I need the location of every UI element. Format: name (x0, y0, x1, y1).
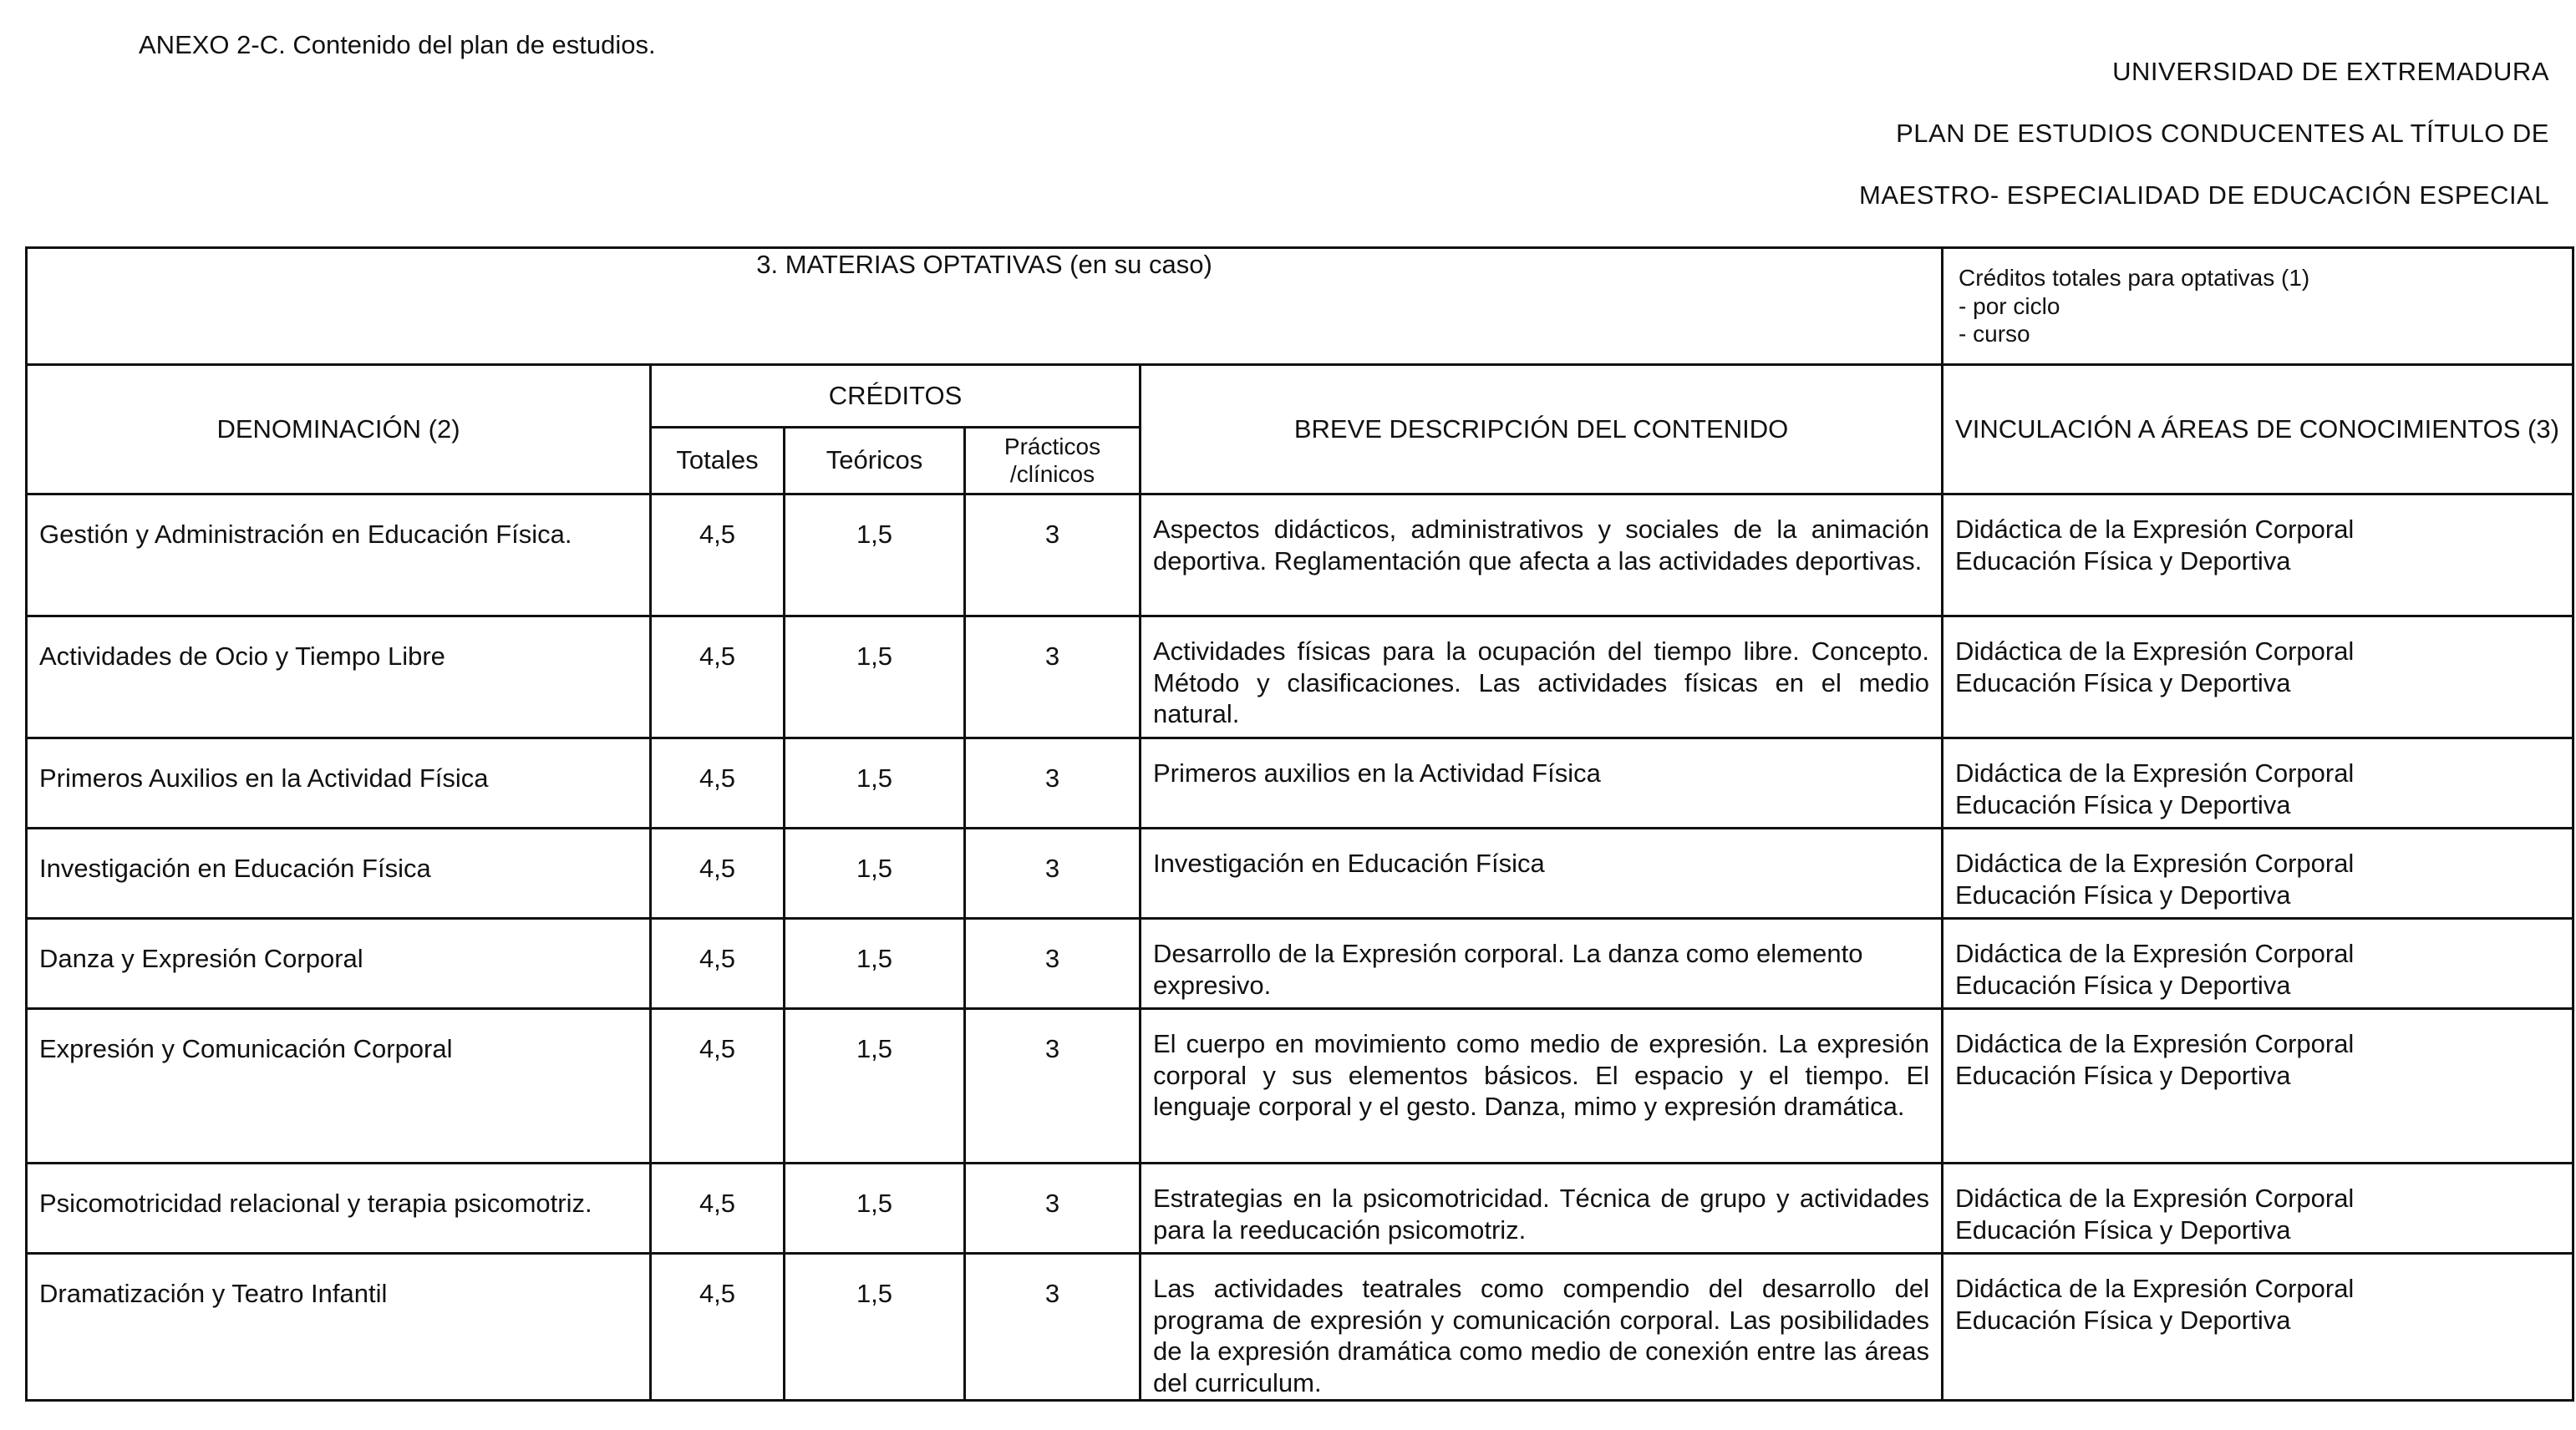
knowledge-area: Educación Física y Deportiva (1955, 667, 2291, 697)
knowledge-area: Didáctica de la Expresión Corporal (1955, 1028, 2355, 1058)
knowledge-areas (1943, 616, 2573, 738)
table-row (27, 738, 2573, 828)
subject-description: Aspectos didácticos, administrativos y sociales de la animación deportiva. Reglamentación que afecta a las actividades deportivas. (1141, 494, 1943, 616)
institution-line-plan: PLAN DE ESTUDIOS CONDUCENTES AL TÍTULO DE (1896, 119, 2549, 148)
credits-practicos: 3 (965, 1008, 1141, 1163)
credits-teoricos: 1,5 (785, 1008, 965, 1163)
knowledge-area: Didáctica de la Expresión Corporal (1955, 636, 2355, 666)
subject-description: Desarrollo de la Expresión corporal. La danza como elemento expresivo. (1141, 918, 1943, 1008)
credits-totales: 4,5 (651, 1008, 785, 1163)
knowledge-area: Educación Física y Deportiva (1955, 880, 2291, 910)
credits-practicos: 3 (965, 918, 1141, 1008)
subject-name: Dramatización y Teatro Infantil (27, 1253, 651, 1400)
knowledge-areas (1943, 494, 2573, 616)
knowledge-area: Didáctica de la Expresión Corporal (1955, 1183, 2355, 1213)
credits-totales: 4,5 (651, 1253, 785, 1400)
knowledge-area: Didáctica de la Expresión Corporal (1955, 758, 2355, 788)
knowledge-areas (1943, 1008, 2573, 1163)
header-descripcion: BREVE DESCRIPCIÓN DEL CONTENIDO (1141, 364, 1943, 494)
credits-info-line: Créditos totales para optativas (1) (1959, 265, 2310, 291)
credits-teoricos: 1,5 (785, 828, 965, 918)
header-totales: Totales (651, 427, 785, 494)
credits-info-line: - curso (1959, 321, 2030, 347)
knowledge-area: Didáctica de la Expresión Corporal (1955, 514, 2355, 544)
optional-subjects-table (25, 246, 2574, 1402)
credits-teoricos: 1,5 (785, 1253, 965, 1400)
credits-totales: 4,5 (651, 918, 785, 1008)
table-row (27, 828, 2573, 918)
subject-name: Investigación en Educación Física (27, 828, 651, 918)
section-title-text: 3. MATERIAS OPTATIVAS (en su caso) (756, 250, 1212, 279)
subject-name: Actividades de Ocio y Tiempo Libre (27, 616, 651, 738)
credits-totales: 4,5 (651, 828, 785, 918)
knowledge-areas (1943, 828, 2573, 918)
credits-practicos: 3 (965, 1253, 1141, 1400)
credits-teoricos: 1,5 (785, 738, 965, 828)
knowledge-areas (1943, 918, 2573, 1008)
knowledge-areas (1943, 1253, 2573, 1400)
credits-practicos: 3 (965, 828, 1141, 918)
subject-description: Estrategias en la psicomotricidad. Técnica de grupo y actividades para la reeducación psicomotriz. (1141, 1163, 1943, 1253)
header-practicos-line: Prácticos (1003, 433, 1101, 459)
subject-name: Psicomotricidad relacional y terapia psicomotriz. (27, 1163, 651, 1253)
section-title (27, 248, 1943, 365)
subject-description: Actividades físicas para la ocupación del tiempo libre. Concepto. Método y clasificaciones. Las actividades físicas en el medio natural. (1141, 616, 1943, 738)
credits-info-line: - por ciclo (1959, 292, 2060, 319)
subject-name: Expresión y Comunicación Corporal (27, 1008, 651, 1163)
knowledge-area: Educación Física y Deportiva (1955, 970, 2291, 1000)
table-row (27, 918, 2573, 1008)
knowledge-area: Educación Física y Deportiva (1955, 1305, 2291, 1335)
table-row (27, 1008, 2573, 1163)
credits-totales: 4,5 (651, 738, 785, 828)
credits-info (1943, 248, 2573, 365)
header-vinculacion: VINCULACIÓN A ÁREAS DE CONOCIMIENTOS (3) (1943, 364, 2573, 494)
header-practicos-line: /clínicos (1009, 461, 1095, 488)
subject-name: Primeros Auxilios en la Actividad Física (27, 738, 651, 828)
knowledge-area: Didáctica de la Expresión Corporal (1955, 938, 2355, 968)
table-row (27, 494, 2573, 616)
section-header-row (27, 248, 2573, 365)
credits-practicos: 3 (965, 1163, 1141, 1253)
table-row (27, 1253, 2573, 1400)
credits-teoricos: 1,5 (785, 1163, 965, 1253)
credits-practicos: 3 (965, 616, 1141, 738)
subject-description: Primeros auxilios en la Actividad Física (1141, 738, 1943, 828)
knowledge-area: Educación Física y Deportiva (1955, 789, 2291, 819)
knowledge-area: Educación Física y Deportiva (1955, 1060, 2291, 1090)
subject-description: Investigación en Educación Física (1141, 828, 1943, 918)
subject-description: El cuerpo en movimiento como medio de expresión. La expresión corporal y sus elementos básicos. El espacio y el tiempo. El lenguaje corporal y el gesto. Danza, mimo y expresión dramática. (1141, 1008, 1943, 1163)
institution-line-degree: MAESTRO- ESPECIALIDAD DE EDUCACIÓN ESPECIAL (1859, 180, 2549, 210)
credits-teoricos: 1,5 (785, 918, 965, 1008)
header-creditos: CRÉDITOS (651, 364, 1141, 427)
header-denominacion: DENOMINACIÓN (2) (27, 364, 651, 494)
knowledge-area: Didáctica de la Expresión Corporal (1955, 1273, 2355, 1303)
credits-practicos: 3 (965, 738, 1141, 828)
column-header-row (27, 364, 2573, 427)
table-row (27, 616, 2573, 738)
annex-title: ANEXO 2-C. Contenido del plan de estudios. (139, 30, 656, 59)
knowledge-areas (1943, 1163, 2573, 1253)
credits-totales: 4,5 (651, 1163, 785, 1253)
credits-totales: 4,5 (651, 494, 785, 616)
header-practicos (965, 427, 1141, 494)
credits-teoricos: 1,5 (785, 616, 965, 738)
knowledge-area: Didáctica de la Expresión Corporal (1955, 848, 2355, 878)
knowledge-areas (1943, 738, 2573, 828)
knowledge-area: Educación Física y Deportiva (1955, 545, 2291, 576)
subject-description: Las actividades teatrales como compendio del desarrollo del programa de expresión y comunicación corporal. Las posibilidades de la expresión dramática como medio de conexión entre las áreas del curriculum. (1141, 1253, 1943, 1400)
credits-totales: 4,5 (651, 616, 785, 738)
credits-practicos: 3 (965, 494, 1141, 616)
knowledge-area: Educación Física y Deportiva (1955, 1214, 2291, 1245)
institution-line-university: UNIVERSIDAD DE EXTREMADURA (2112, 57, 2549, 86)
subject-name: Gestión y Administración en Educación Física. (27, 494, 651, 616)
subject-name: Danza y Expresión Corporal (27, 918, 651, 1008)
header-teoricos: Teóricos (785, 427, 965, 494)
credits-teoricos: 1,5 (785, 494, 965, 616)
table-row (27, 1163, 2573, 1253)
